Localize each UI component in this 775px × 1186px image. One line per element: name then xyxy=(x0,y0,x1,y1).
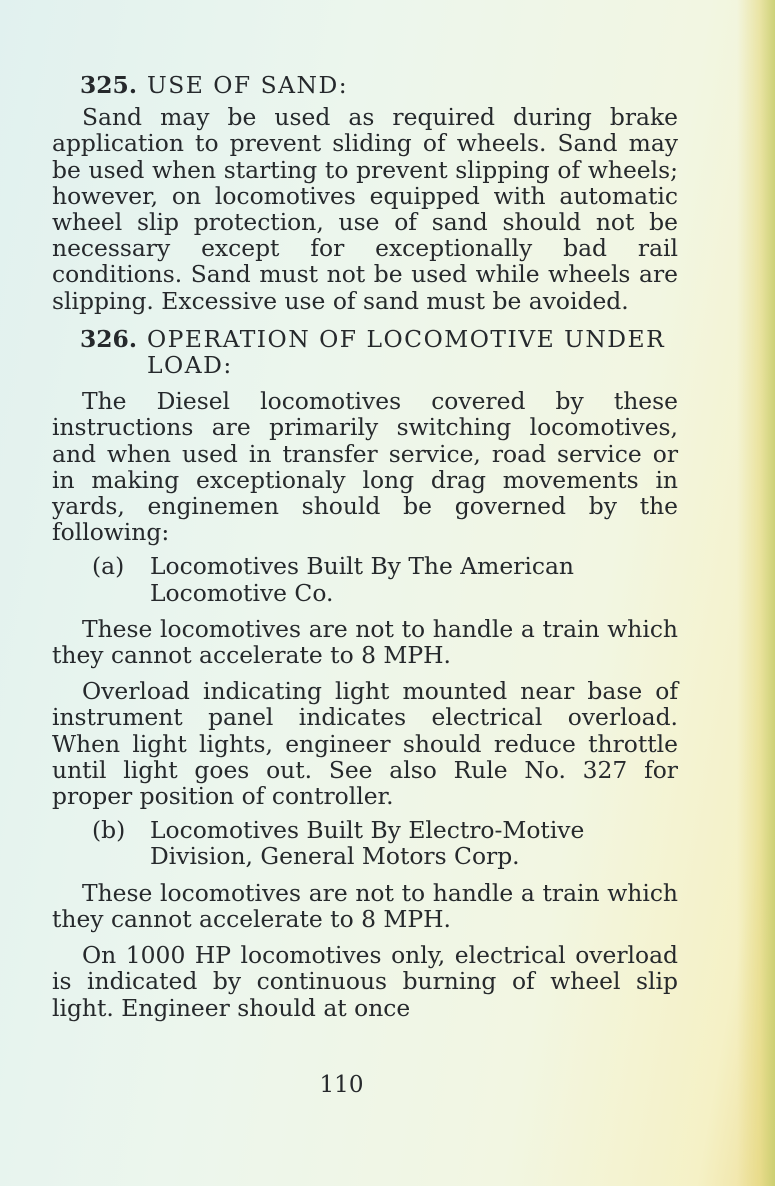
item-b-label: (b) xyxy=(92,816,126,845)
section-325-title: USE OF SAND: xyxy=(146,71,349,99)
section-326-number: 326. xyxy=(80,324,137,353)
item-b-paragraph-2: On 1000 HP locomotives only, electrical overload is indicated by continuous burning of wheel slip light. Engineer should at once xyxy=(52,941,678,1022)
item-b xyxy=(52,817,678,869)
page-content xyxy=(52,72,678,1021)
item-a-paragraph-2: Overload indicating light mounted near base of instrument panel indicates electrical overload. When light lights, engineer should reduce throttle until light goes out. See also Rule No. 327 for proper position of controller. xyxy=(52,677,678,811)
item-a-paragraph-1: These locomotives are not to handle a train which they cannot accelerate to 8 MPH. xyxy=(52,614,678,670)
section-326-intro: The Diesel locomotives covered by these instructions are primarily switching locomotives, and when used in transfer service, road service or in making exceptionaly long drag movements in yards, enginemen should be governed by the following: xyxy=(52,387,678,547)
section-326-heading xyxy=(52,326,678,378)
item-a-text: Locomotives Built By The American Locomotive Co. xyxy=(150,552,574,607)
page-edge-shading xyxy=(737,0,775,1186)
section-325-body: Sand may be used as required during brake application to prevent sliding of wheels. Sand may be used when starting to prevent slipping of wheels; however, on locomotives equipped with automatic wheel slip protection, use of sand should not be necessary except for exceptionally bad rail conditions. Sand must not be used while wheels are slipping. Excessive use of sand must be avoided. xyxy=(52,103,678,315)
item-b-text: Locomotives Built By Electro-Motive Division, General Motors Corp. xyxy=(150,816,585,871)
item-a-label: (a) xyxy=(92,552,125,581)
item-a xyxy=(52,553,678,605)
section-325-number: 325. xyxy=(80,71,137,99)
section-325-heading xyxy=(52,72,678,98)
item-b-paragraph-1: These locomotives are not to handle a train which they cannot accelerate to 8 MPH. xyxy=(52,878,678,933)
page-number: 110 xyxy=(319,1072,364,1098)
section-326-title: OPERATION OF LOCOMOTIVE UNDER LOAD: xyxy=(146,324,666,380)
